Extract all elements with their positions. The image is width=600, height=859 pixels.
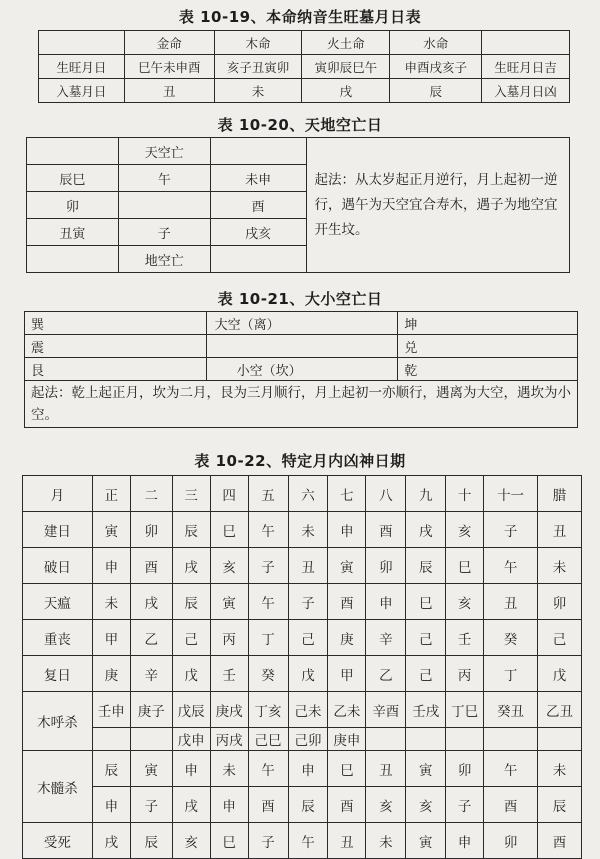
table-cell: 亥 xyxy=(446,512,484,548)
table-cell: 未 xyxy=(366,823,406,859)
table-row xyxy=(23,620,582,656)
table-cell: 乙 xyxy=(366,656,406,692)
table-cell: 戌 xyxy=(172,787,210,823)
table-cell: 子 xyxy=(288,584,328,620)
table-cell: 甲 xyxy=(92,620,130,656)
table-cell: 酉 xyxy=(328,584,366,620)
table-cell xyxy=(206,335,398,358)
table-cell: 癸 xyxy=(484,620,538,656)
table-cell: 戌 xyxy=(302,79,390,103)
table-cell xyxy=(118,192,210,219)
row-label: 破日 xyxy=(23,548,93,584)
table-cell: 丑寅 xyxy=(27,219,119,246)
row-label: 木髓杀 xyxy=(23,751,93,823)
header-cell: 十一 xyxy=(484,476,538,512)
table-cell: 己巳 xyxy=(248,728,288,751)
table-cell: 巳 xyxy=(406,584,446,620)
table-cell: 丑 xyxy=(366,751,406,787)
table-cell: 巳 xyxy=(328,751,366,787)
table-cell: 戌 xyxy=(92,823,130,859)
table-row xyxy=(23,692,582,728)
table-cell: 辰 xyxy=(390,79,482,103)
table-cell: 申 xyxy=(172,751,210,787)
header-cell: 金命 xyxy=(124,31,214,55)
table-cell: 己 xyxy=(537,620,581,656)
row-label: 复日 xyxy=(23,656,93,692)
table-cell: 己 xyxy=(172,620,210,656)
table-cell: 申 xyxy=(328,512,366,548)
table-cell: 酉 xyxy=(366,512,406,548)
table-cell: 乾 xyxy=(398,358,578,381)
table-cell: 己卯 xyxy=(288,728,328,751)
table-cell: 乙未 xyxy=(328,692,366,728)
table-cell: 申 xyxy=(210,787,248,823)
header-cell: 九 xyxy=(406,476,446,512)
table-row xyxy=(25,381,578,428)
table-cell: 酉 xyxy=(248,787,288,823)
table-cell: 巳 xyxy=(210,512,248,548)
table-10-22-caption: 表 10-22、特定月内凶神日期 xyxy=(194,452,406,470)
table-cell: 丁 xyxy=(248,620,288,656)
table-cell: 乙 xyxy=(130,620,172,656)
table-cell: 兑 xyxy=(398,335,578,358)
header-cell: 八 xyxy=(366,476,406,512)
table-cell: 辰 xyxy=(406,548,446,584)
table-cell: 午 xyxy=(248,512,288,548)
table-cell: 子 xyxy=(484,512,538,548)
table-cell: 入墓月日凶 xyxy=(482,79,570,103)
table-row xyxy=(23,548,582,584)
header-cell xyxy=(482,31,570,55)
table-cell: 天空亡 xyxy=(118,138,210,165)
table-10-19 xyxy=(38,30,570,103)
table-cell: 子 xyxy=(446,787,484,823)
table-cell: 寅 xyxy=(92,512,130,548)
table-cell: 辰 xyxy=(288,787,328,823)
table-row xyxy=(25,358,578,381)
table-cell: 子 xyxy=(118,219,210,246)
table-cell: 卯 xyxy=(130,512,172,548)
method-note: 起法：从太岁起正月逆行，月上起初一逆行，遇午为天空宜合寿木，遇子为地空宜开生坟。 xyxy=(306,138,569,273)
table-cell: 乙丑 xyxy=(537,692,581,728)
table-cell xyxy=(210,246,306,273)
table-cell: 丑 xyxy=(537,512,581,548)
table-cell: 壬戌 xyxy=(406,692,446,728)
table-cell: 申 xyxy=(92,787,130,823)
table-cell: 酉 xyxy=(484,787,538,823)
table-cell: 生旺月日 xyxy=(39,55,125,79)
table-cell: 辰 xyxy=(172,584,210,620)
table-10-22 xyxy=(22,475,582,859)
table-cell: 戊申 xyxy=(172,728,210,751)
table-row xyxy=(39,55,570,79)
header-cell: 火土命 xyxy=(302,31,390,55)
header-cell: 七 xyxy=(328,476,366,512)
table-cell: 丑 xyxy=(484,584,538,620)
row-label: 受死 xyxy=(23,823,93,859)
table-cell: 亥 xyxy=(446,584,484,620)
table-10-21-caption: 表 10-21、大小空亡日 xyxy=(217,290,383,308)
table-cell: 寅 xyxy=(130,751,172,787)
header-cell: 正 xyxy=(92,476,130,512)
table-cell: 寅卯辰巳午 xyxy=(302,55,390,79)
table-cell: 子 xyxy=(248,548,288,584)
header-cell: 月 xyxy=(23,476,93,512)
table-cell: 地空亡 xyxy=(118,246,210,273)
table-cell: 辰 xyxy=(172,512,210,548)
table-10-19-caption: 表 10-19、本命纳音生旺墓月日表 xyxy=(178,8,422,26)
table-cell: 子 xyxy=(248,823,288,859)
table-row xyxy=(23,728,582,751)
table-cell xyxy=(92,728,130,751)
table-cell: 巳 xyxy=(210,823,248,859)
table-row xyxy=(23,584,582,620)
table-cell: 戌亥 xyxy=(210,219,306,246)
table-cell: 未申 xyxy=(210,165,306,192)
table-cell: 辰 xyxy=(130,823,172,859)
table-cell: 壬申 xyxy=(92,692,130,728)
table-row xyxy=(23,787,582,823)
row-label: 天瘟 xyxy=(23,584,93,620)
table-cell: 卯 xyxy=(27,192,119,219)
header-cell: 十 xyxy=(446,476,484,512)
table-cell: 辰 xyxy=(537,787,581,823)
table-cell: 丑 xyxy=(288,548,328,584)
table-cell: 辛 xyxy=(130,656,172,692)
table-cell: 生旺月日吉 xyxy=(482,55,570,79)
table-cell: 午 xyxy=(248,584,288,620)
table-cell: 亥 xyxy=(406,787,446,823)
table-cell: 寅 xyxy=(328,548,366,584)
table-cell: 申酉戌亥子 xyxy=(390,55,482,79)
header-cell: 六 xyxy=(288,476,328,512)
table-cell: 亥 xyxy=(172,823,210,859)
table-row xyxy=(27,138,570,165)
table-cell: 未 xyxy=(537,751,581,787)
table-cell: 亥 xyxy=(210,548,248,584)
row-label: 建日 xyxy=(23,512,93,548)
table-cell: 丙戌 xyxy=(210,728,248,751)
table-cell xyxy=(366,728,406,751)
table-10-21 xyxy=(24,311,578,428)
header-cell xyxy=(39,31,125,55)
table-cell: 寅 xyxy=(406,751,446,787)
table-cell: 坤 xyxy=(398,312,578,335)
table-cell: 癸丑 xyxy=(484,692,538,728)
method-note: 起法：乾上起正月，坎为二月，艮为三月顺行，月上起初一亦顺行，遇离为大空，遇坎为小空。 xyxy=(25,381,578,428)
table-10-20-caption: 表 10-20、天地空亡日 xyxy=(217,116,383,134)
header-cell: 水命 xyxy=(390,31,482,55)
table-cell: 庚 xyxy=(92,656,130,692)
table-row xyxy=(23,512,582,548)
table-cell: 己 xyxy=(406,656,446,692)
table-cell: 己未 xyxy=(288,692,328,728)
table-cell: 丙 xyxy=(210,620,248,656)
table-cell: 卯 xyxy=(446,751,484,787)
table-cell: 辰 xyxy=(92,751,130,787)
table-cell: 酉 xyxy=(328,787,366,823)
table-cell: 庚子 xyxy=(130,692,172,728)
table-cell: 未 xyxy=(288,512,328,548)
table-cell: 辛酉 xyxy=(366,692,406,728)
table-cell: 卯 xyxy=(366,548,406,584)
table-cell: 丁亥 xyxy=(248,692,288,728)
table-cell: 艮 xyxy=(25,358,207,381)
table-cell: 大空（离） xyxy=(206,312,398,335)
table-cell: 酉 xyxy=(537,823,581,859)
table-row xyxy=(23,656,582,692)
table-cell: 壬 xyxy=(446,620,484,656)
row-label: 木呼杀 xyxy=(23,692,93,751)
table-cell: 戌 xyxy=(172,548,210,584)
table-cell: 申 xyxy=(446,823,484,859)
table-cell: 震 xyxy=(25,335,207,358)
table-cell: 丁巳 xyxy=(446,692,484,728)
table-cell: 庚 xyxy=(328,620,366,656)
table-cell xyxy=(27,138,119,165)
table-cell: 酉 xyxy=(210,192,306,219)
table-row xyxy=(25,335,578,358)
table-cell: 丙 xyxy=(446,656,484,692)
table-cell: 巽 xyxy=(25,312,207,335)
table-row xyxy=(23,823,582,859)
table-cell: 寅 xyxy=(210,584,248,620)
table-cell: 午 xyxy=(248,751,288,787)
table-cell: 戊 xyxy=(537,656,581,692)
table-row xyxy=(25,312,578,335)
table-cell: 未 xyxy=(537,548,581,584)
table-cell xyxy=(27,246,119,273)
table-cell: 申 xyxy=(366,584,406,620)
header-cell: 四 xyxy=(210,476,248,512)
table-cell: 巳午未申酉 xyxy=(124,55,214,79)
table-cell: 未 xyxy=(210,751,248,787)
table-cell: 申 xyxy=(288,751,328,787)
table-cell: 己 xyxy=(288,620,328,656)
table-cell: 丑 xyxy=(328,823,366,859)
table-cell: 辰巳 xyxy=(27,165,119,192)
table-cell xyxy=(406,728,446,751)
table-cell: 庚戌 xyxy=(210,692,248,728)
table-cell: 戊 xyxy=(172,656,210,692)
table-cell: 辛 xyxy=(366,620,406,656)
table-cell: 卯 xyxy=(537,584,581,620)
table-cell: 壬 xyxy=(210,656,248,692)
header-cell: 三 xyxy=(172,476,210,512)
table-cell: 小空（坎） xyxy=(206,358,398,381)
table-cell xyxy=(210,138,306,165)
table-cell: 入墓月日 xyxy=(39,79,125,103)
row-label: 重丧 xyxy=(23,620,93,656)
table-cell: 卯 xyxy=(484,823,538,859)
table-cell xyxy=(484,728,538,751)
table-row xyxy=(23,751,582,787)
table-cell xyxy=(130,728,172,751)
table-cell xyxy=(446,728,484,751)
table-cell: 戊 xyxy=(288,656,328,692)
table-cell: 戊辰 xyxy=(172,692,210,728)
table-cell: 己 xyxy=(406,620,446,656)
table-cell: 丁 xyxy=(484,656,538,692)
table-cell: 癸 xyxy=(248,656,288,692)
table-cell: 寅 xyxy=(406,823,446,859)
table-cell: 午 xyxy=(484,548,538,584)
table-cell: 亥子丑寅卯 xyxy=(214,55,302,79)
table-cell: 未 xyxy=(214,79,302,103)
table-cell: 午 xyxy=(484,751,538,787)
table-cell xyxy=(537,728,581,751)
table-cell: 午 xyxy=(288,823,328,859)
table-cell: 巳 xyxy=(446,548,484,584)
table-row xyxy=(39,79,570,103)
table-cell: 戌 xyxy=(406,512,446,548)
table-10-20 xyxy=(26,137,570,273)
header-cell: 木命 xyxy=(214,31,302,55)
table-cell: 庚申 xyxy=(328,728,366,751)
header-cell: 二 xyxy=(130,476,172,512)
table-cell: 子 xyxy=(130,787,172,823)
table-cell: 午 xyxy=(118,165,210,192)
table-header-row xyxy=(39,31,570,55)
table-cell: 未 xyxy=(92,584,130,620)
table-cell: 申 xyxy=(92,548,130,584)
table-cell: 丑 xyxy=(124,79,214,103)
header-cell: 五 xyxy=(248,476,288,512)
table-cell: 亥 xyxy=(366,787,406,823)
table-cell: 甲 xyxy=(328,656,366,692)
header-cell: 腊 xyxy=(537,476,581,512)
table-cell: 酉 xyxy=(130,548,172,584)
table-cell: 戌 xyxy=(130,584,172,620)
table-header-row xyxy=(23,476,582,512)
